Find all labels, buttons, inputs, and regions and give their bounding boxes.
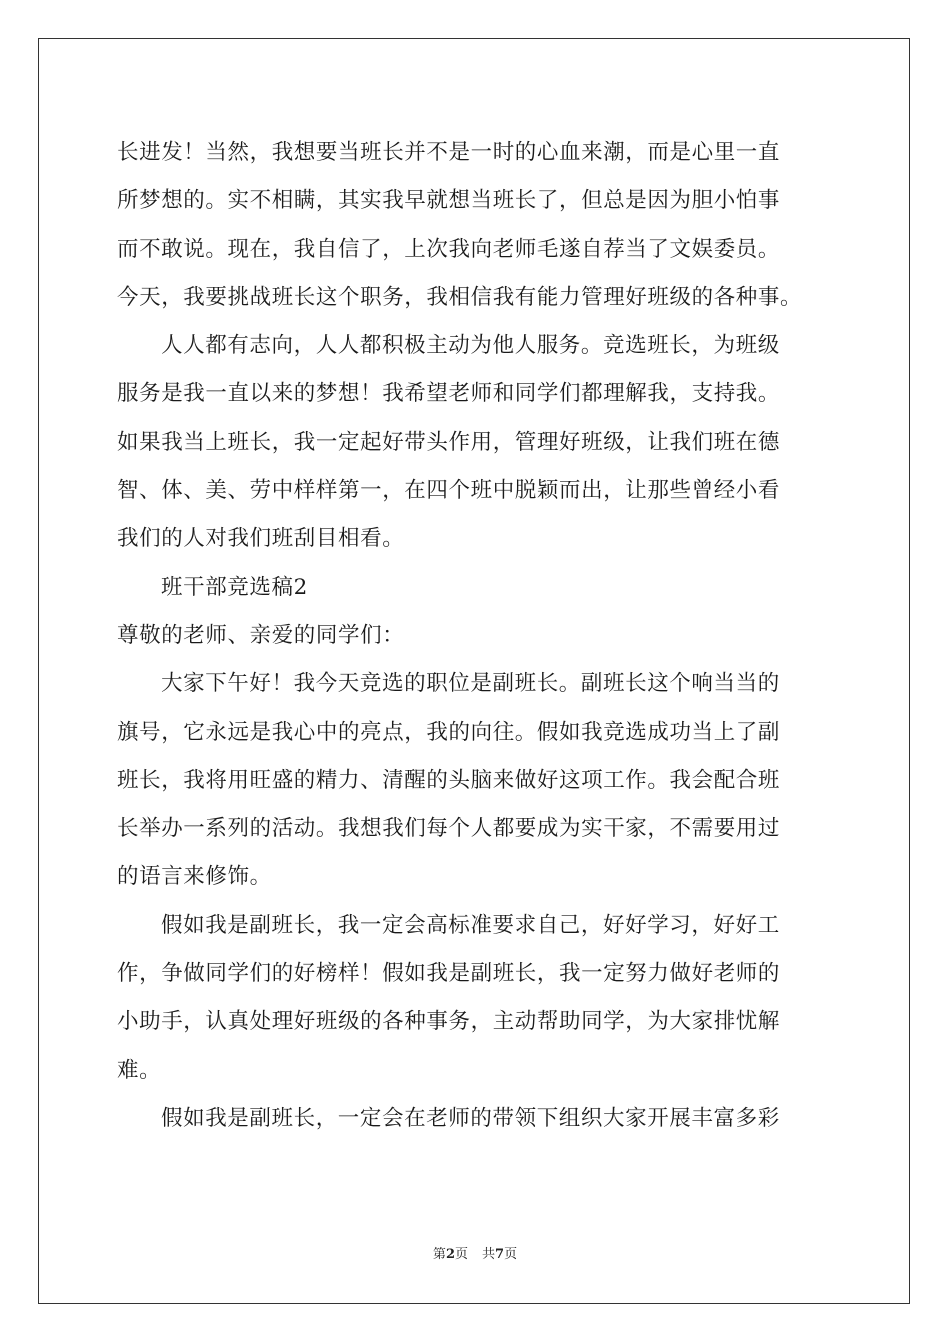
text-line: 长举办一系列的活动。我想我们每个人都要成为实干家，不需要用过 [117,816,781,842]
total-suffix: 页 [504,1247,518,1262]
text-line: 智、体、美、劳中样样第一，在四个班中脱颖而出，让那些曾经小看 [117,478,781,504]
text-line: 班长，我将用旺盛的精力、清醒的头脑来做好这项工作。我会配合班 [117,767,781,793]
page-prefix: 第 [432,1247,446,1262]
text-line: 而不敢说。现在，我自信了，上次我向老师毛遂自荐当了文娱委员。 [117,236,781,262]
text-line: 作，争做同学们的好榜样！假如我是副班长，我一定努力做好老师的 [117,961,781,987]
text-line: 小助手，认真处理好班级的各种事务，主动帮助同学，为大家排忧解 [117,1009,781,1035]
paragraph-first-line: 人人都有志向，人人都积极主动为他人服务。竞选班长，为班级 [161,333,780,359]
total-prefix: 共 [482,1247,496,1262]
page-total: 7 [495,1247,505,1262]
paragraph-first-line: 假如我是副班长，一定会在老师的带领下组织大家开展丰富多彩 [161,1105,780,1131]
text-line: 难。 [117,1057,162,1083]
text-line: 的语言来修饰。 [117,864,272,890]
section-heading: 班干部竞选稿2 [161,574,308,600]
paragraph-first-line: 大家下午好！我今天竞选的职位是副班长。副班长这个响当当的 [161,671,780,697]
page-footer [0,1246,950,1264]
text-line: 所梦想的。实不相瞒，其实我早就想当班长了，但总是因为胆小怕事 [117,188,781,214]
text-line: 今天，我要挑战班长这个职务，我相信我有能力管理好班级的各种事。 [117,284,803,310]
page-current: 2 [445,1247,455,1262]
paragraph-first-line: 假如我是副班长，我一定会高标准要求自己，好好学习，好好工 [161,912,780,938]
text-line: 旗号，它永远是我心中的亮点，我的向往。假如我竞选成功当上了副 [117,719,781,745]
salutation: 尊敬的老师、亲爱的同学们： [117,622,405,648]
document-body [117,129,837,1143]
text-line: 我们的人对我们班刮目相看。 [117,526,405,552]
page-suffix: 页 [454,1247,468,1262]
text-line: 如果我当上班长，我一定起好带头作用，管理好班级，让我们班在德 [117,429,781,455]
text-line: 服务是我一直以来的梦想！我希望老师和同学们都理解我，支持我。 [117,381,781,407]
text-line: 长进发！当然，我想要当班长并不是一时的心血来潮，而是心里一直 [117,140,781,165]
